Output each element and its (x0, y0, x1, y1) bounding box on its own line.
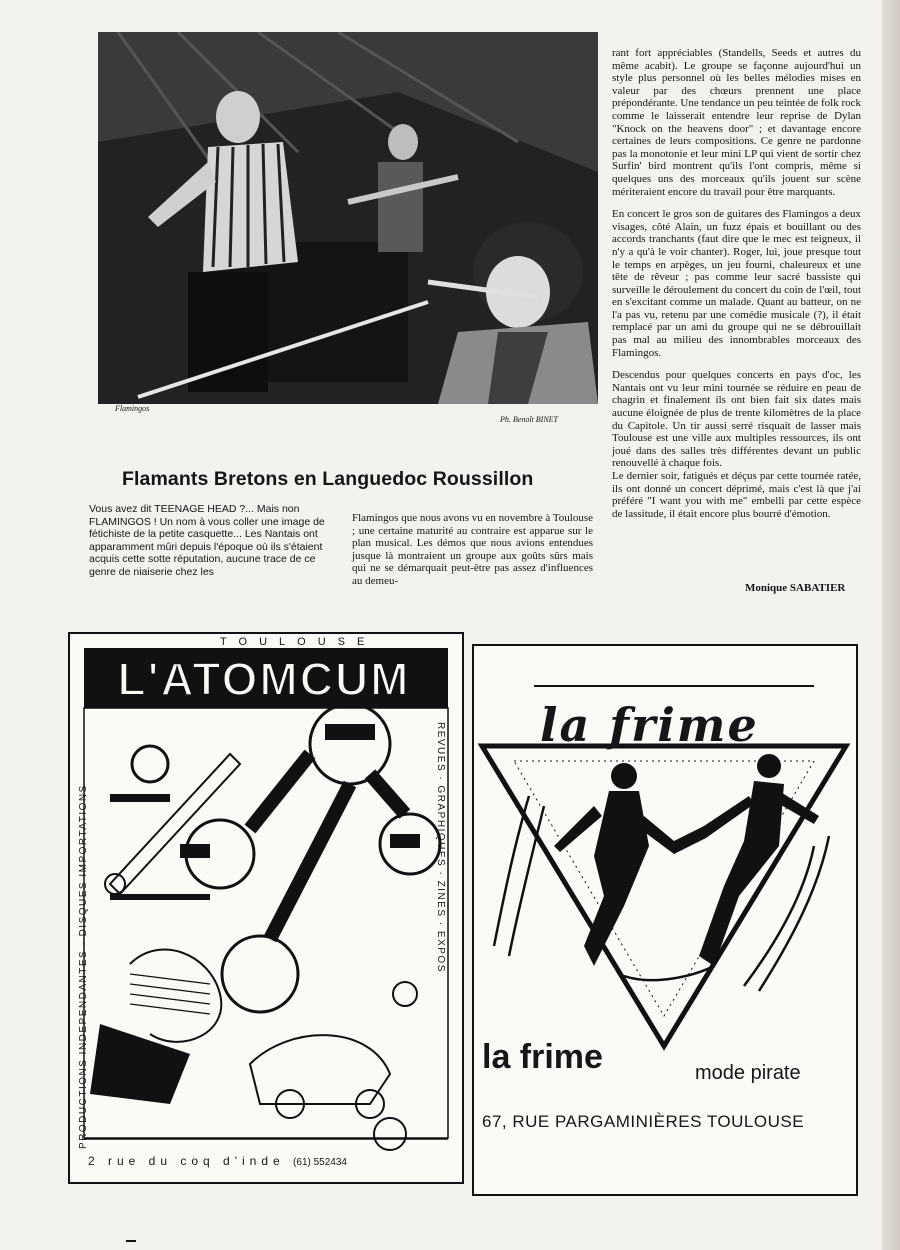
paragraph: Flamingos que nous avons vu en novembre à Toulouse ; une certaine maturité au contraire est apparue sur le plan musical. Les démos que nous avions entendues jusque là montraient un groupe aux goûts sûrs mais qui ne se démarquait peut-être pas assez d'influences au demeu- (352, 512, 593, 587)
frime-advertisement (472, 644, 858, 1196)
paragraph: Le dernier soir, fatigués et déçus par cette tournée ratée, ils ont donné un concert déprimé, mais c'est là que j'ai préféré "I want you with me" embelli par cette espèce de lassitude, il était encore plus bourré d'émotion. (612, 470, 861, 520)
article-column-3 (612, 47, 861, 520)
paragraph: rant fort appréciables (Standells, Seeds et autres du même acabit). Le groupe se façonne aujourd'hui un style plus personnel où les belles mélodies mises en valeur par des chœurs prennent une place prépondérante. Une tendance un peu teintée de folk rock comme le laisserait entendre leur reprise de Dylan "Knock on the heavens door" ; et davantage encore certaines de leurs compositions. Ce genre ne pardonne pas la monotonie et leur mini LP qui vient de sortir chez Surfin' bird montrent qu'ils l'ont compris, même si quelques uns des morceaux qu'ils jouent sur scène mériteraient encore du travail pour être marquants. (612, 47, 861, 198)
atomcum-city: TOULOUSE (220, 636, 377, 648)
paragraph: Vous avez dit TEENAGE HEAD ?... Mais non FLAMINGOS ! Un nom à vous coller une image de fétichiste de la petite casquette... Les Nantais ont apparamment mûri depuis l'époque où ils s'étaient acquis cette sotte réputation, aucune trace de ce genre de niaiserie chez les (89, 503, 325, 578)
atomcum-title: L'ATOMCUM (117, 653, 411, 705)
frime-slogan: mode pirate (695, 1062, 801, 1084)
frime-script-logo: la frime (540, 698, 759, 752)
page-mark (126, 1240, 136, 1242)
atomcum-address: 2 rue du coq d'inde (88, 1154, 285, 1168)
paragraph: En concert le gros son de guitares des Flamingos a deux visages, côté Alain, un fuzz épais et bouillant ou des accords tranchants (faut dire que le mec est teigneux, il n'y a qu'à le voir chanter). Roger, lui, joue presque tout le temps en arpèges, un jeu fourni, chaleureux et une tête de rêveur ; pas comme leur sacré bassiste qui surveille le déroulement du concert du coin de l'œil, tout en s'excitant comme un malade. Quant au batteur, on ne l'a pas vu, retenu par une comédie musicale (?), il était remplacé par un ami du groupe qui ne se débrouillait pas mal au milieu des innombrables morceaux des Flamingos. (612, 208, 861, 359)
atomcum-illustration (70, 634, 462, 1182)
photo-caption: Flamingos (115, 404, 150, 413)
page-edge (882, 0, 900, 1250)
photo-credit: Ph. Benoît BINET (500, 415, 558, 424)
article-column-1 (89, 503, 335, 579)
atomcum-advertisement (68, 632, 464, 1184)
atomcum-left-vertical-text: PRODUCTIONS INDEPENDANTES · DISQUES IMPORTATIONS (78, 784, 89, 1149)
atomcum-phone: (61) 552434 (293, 1157, 347, 1168)
frime-address: 67, RUE PARGAMINIÈRES TOULOUSE (482, 1112, 805, 1131)
concert-photo-illustration (98, 32, 598, 404)
author-signature: Monique SABATIER (745, 582, 846, 594)
article-headline: Flamants Bretons en Languedoc Roussillon (122, 468, 534, 490)
atomcum-footer (88, 1154, 448, 1168)
paragraph: Descendus pour quelques concerts en pays d'oc, les Nantais ont vu leur mini tournée se réduire en peau de chagrin et finalement ils ont bien fait six dates mais aucune éloignée de plus de trente kilomètres de la place du Capitole. Un tir aussi serré risquait de lasser mais Toulouse est une ville aux multiples ressources, ils ont joué dans des salles très différentes devant un public renouvellé à chaque fois. (612, 369, 861, 470)
concert-photo (98, 32, 598, 404)
article-column-2 (352, 512, 593, 588)
atomcum-right-vertical-text: REVUES · GRAPHIQUES · ZINES · EXPOS (435, 722, 446, 973)
frime-name: la frime (482, 1038, 603, 1076)
